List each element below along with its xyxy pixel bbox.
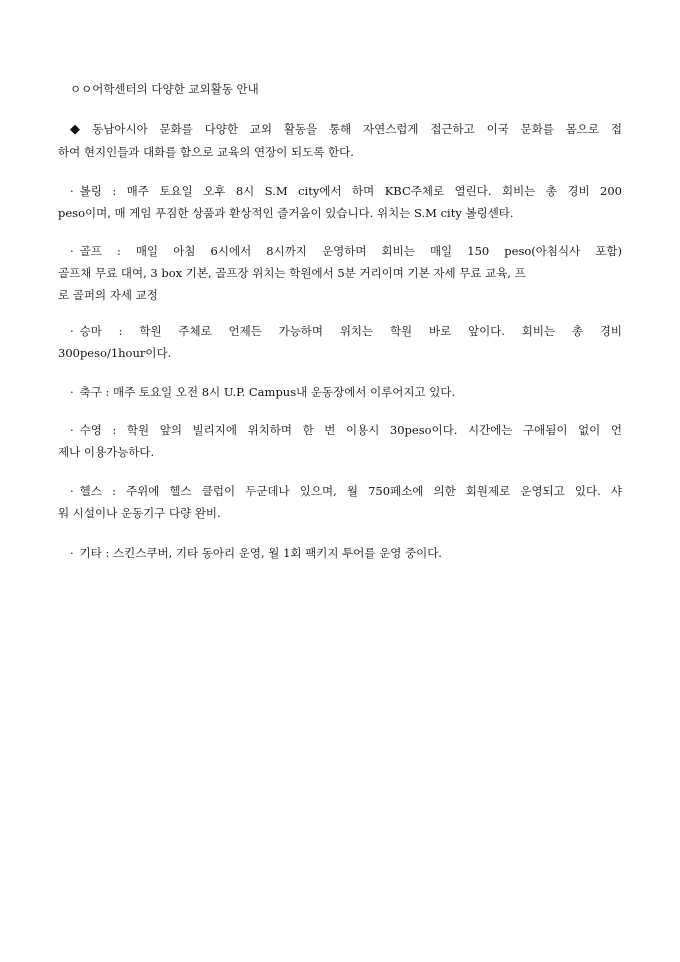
bullet-dot-icon: ·	[70, 546, 74, 560]
activity-bowling	[58, 180, 622, 224]
activity-horse-riding	[58, 320, 622, 364]
bullet-dot-icon: ·	[70, 324, 74, 338]
intro-paragraph	[58, 118, 622, 163]
bullet-dot-icon: ·	[70, 184, 74, 198]
bullet-dot-icon: ·	[70, 484, 74, 498]
riding-line-1: · 승마 : 학원 주체로 언제든 가능하며 위치는 학원 바로 앞이다. 회비는 총 경비	[70, 324, 622, 338]
activity-swimming	[58, 419, 622, 463]
bowling-line-1: · 볼링 : 매주 토요일 오후 8시 S.M city에서 하며 KBC주체로 열린다. 회비는 총 경비 200	[70, 184, 622, 198]
intro-line-2: 하여 현지인들과 대화를 함으로 교육의 연장이 되도록 한다.	[58, 145, 354, 159]
health-line-1: · 헬스 : 주위에 헬스 클럽이 두군데나 있으며, 월 750페소에 의한 회원제로 운영되고 있다. 샤	[70, 484, 622, 498]
activity-soccer	[58, 381, 622, 403]
swim-line-2: 제나 이용가능하다.	[58, 445, 155, 459]
etc-line-1: · 기타 : 스킨스쿠버, 기타 동아리 운영, 월 1회 팩키지 투어를 운영 중이다.	[70, 546, 442, 560]
activity-golf	[58, 240, 622, 306]
swim-line-1: · 수영 : 학원 앞의 빌리지에 위치하며 한 번 이용시 30peso이다. 시간에는 구애됨이 없이 언	[70, 423, 622, 437]
diamond-bullet-icon: ◆	[70, 122, 89, 137]
health-line-2: 워 시설이나 운동기구 다량 완비.	[58, 506, 221, 520]
bullet-dot-icon: ·	[70, 244, 74, 258]
intro-line-1: ◆ 동남아시아 문화를 다양한 교외 활동을 통해 자연스럽게 접근하고 이국 문화를 몸으로 접	[70, 122, 622, 137]
document-title: ㅇㅇ어학센터의 다양한 교외활동 안내	[70, 82, 259, 96]
golf-line-2: 골프채 무료 대여, 3 box 기본, 골프장 위치는 학원에서 5분 거리이며 기본 자세 무료 교육, 프	[58, 266, 526, 280]
bullet-dot-icon: ·	[70, 423, 74, 437]
activity-etc	[58, 542, 622, 564]
golf-line-1: · 골프 : 매일 아침 6시에서 8시까지 운영하며 회비는 매일 150 peso(아침식사 포함)	[70, 244, 622, 258]
bowling-line-2: peso이며, 매 게임 푸짐한 상품과 환상적인 즐거움이 있습니다. 위치는 S.M city 볼링센타.	[58, 206, 514, 220]
golf-line-3: 로 골퍼의 자세 교정	[58, 288, 158, 302]
soccer-line-1: · 축구 : 매주 토요일 오전 8시 U.P. Campus내 운동장에서 이루어지고 있다.	[70, 385, 456, 399]
activity-fitness	[58, 480, 622, 524]
riding-line-2: 300peso/1hour이다.	[58, 346, 172, 360]
bullet-dot-icon: ·	[70, 385, 74, 399]
